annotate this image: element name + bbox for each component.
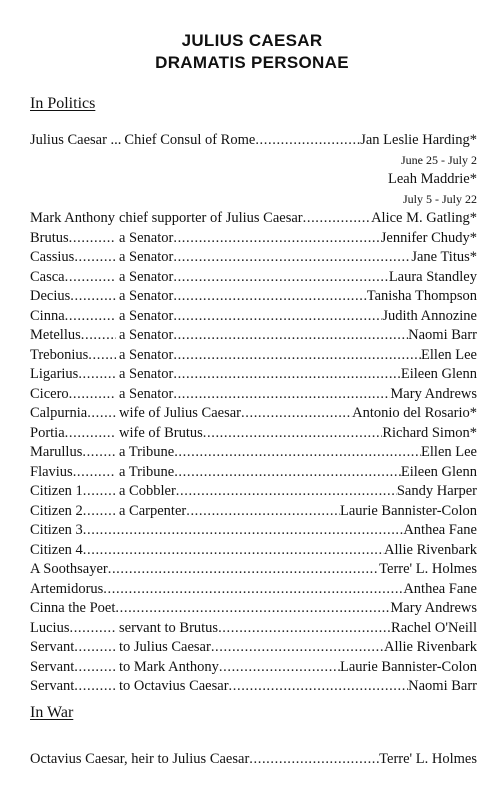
actor-name: Richard Simon* — [382, 424, 477, 441]
role-description: wife of Brutus — [119, 424, 203, 441]
actor-name-alternate: Leah Maddrie* — [388, 171, 477, 187]
actor-name: Laurie Bannister-Colon — [339, 658, 477, 675]
role-cell — [30, 248, 116, 268]
actor-name: Sandy Harper — [396, 483, 477, 499]
role-cell — [30, 619, 116, 639]
role-cell — [30, 658, 116, 678]
dot-leader — [65, 424, 116, 444]
role-cell — [30, 229, 116, 249]
dot-leader — [73, 463, 116, 483]
role-name: Casca — [30, 268, 65, 285]
dot-leader — [74, 638, 116, 658]
role-name: Lucius — [30, 619, 70, 636]
role-description: a Senator — [119, 249, 174, 265]
role-description: a Tribune — [119, 463, 175, 480]
actor-name: Allie Rivenbark — [383, 541, 477, 558]
role-name: Trebonius — [30, 346, 89, 363]
dot-leader — [255, 131, 360, 151]
role-name: Ligarius — [30, 366, 79, 382]
dot-leader — [69, 385, 116, 405]
cast-row — [30, 209, 477, 229]
role-cell — [30, 346, 116, 366]
play-title: JULIUS CAESAR — [181, 31, 323, 50]
role-cell — [30, 307, 116, 327]
dot-leader — [115, 599, 390, 619]
cast-row — [30, 521, 477, 541]
dot-leader — [174, 443, 421, 463]
actor-name: Jennifer Chudy* — [380, 229, 477, 246]
role-name: Metellus — [30, 327, 81, 343]
actor-name: Naomi Barr — [408, 678, 477, 694]
role-description: a Tribune — [119, 444, 175, 460]
cast-row — [30, 599, 477, 619]
dot-leader — [82, 443, 116, 463]
actor-name: Eileen Glenn — [400, 366, 477, 382]
cast-row — [30, 268, 477, 288]
cast-row — [30, 463, 477, 483]
role-name: Cicero — [30, 385, 69, 402]
role-description: a Senator — [119, 229, 174, 246]
role-description: Chief Consul of Rome — [124, 132, 256, 148]
dot-leader — [173, 248, 411, 268]
cast-row — [30, 658, 477, 678]
cast-row — [30, 346, 477, 366]
role-name: Decius — [30, 288, 71, 304]
cast-row — [30, 619, 477, 639]
role-name: Cassius — [30, 249, 75, 265]
role-name: Cinna the Poet — [30, 600, 116, 616]
dot-leader — [74, 658, 116, 678]
dot-leader — [65, 268, 116, 288]
actor-name: Tanisha Thompson — [366, 288, 477, 304]
role-name: Citizen 1 — [30, 483, 83, 499]
cast-row — [30, 404, 477, 424]
role-name: Citizen 2 — [30, 502, 83, 519]
dot-leader — [173, 326, 408, 346]
role-name: Citizen 3 — [30, 522, 83, 538]
dot-leader — [173, 287, 366, 307]
role-description: to Octavius Caesar — [119, 678, 229, 694]
dot-leader — [186, 502, 340, 522]
role-name: Servant — [30, 658, 75, 675]
dot-leader — [69, 229, 116, 249]
role-description: a Senator — [119, 385, 174, 402]
role-cell — [30, 209, 116, 229]
role-cell — [30, 443, 116, 463]
role-name: Servant — [30, 678, 75, 694]
dot-leader — [173, 346, 421, 366]
role-name: Calpurnia — [30, 405, 88, 421]
role-cell — [30, 404, 116, 424]
dot-leader — [173, 385, 390, 405]
dot-leader — [173, 307, 382, 327]
role-name: Cinna — [30, 307, 65, 324]
role-description: a Carpenter — [119, 502, 187, 519]
dot-leader — [103, 580, 403, 600]
cast-row — [30, 541, 477, 561]
dot-leader — [69, 619, 116, 639]
cast-row — [30, 365, 477, 385]
cast-row — [30, 502, 477, 522]
section-heading-war: In War — [30, 704, 74, 721]
role-description: to Julius Caesar — [119, 639, 211, 655]
cast-row — [30, 307, 477, 327]
dot-leader — [219, 658, 340, 678]
actor-name: Ellen Lee — [421, 444, 477, 460]
actor-name: Rachel O'Neill — [391, 619, 477, 636]
cast-row — [30, 580, 477, 600]
dot-leader — [229, 677, 409, 697]
actor-name: Laurie Bannister-Colon — [339, 502, 477, 519]
dot-leader — [241, 404, 352, 424]
dot-leader — [249, 751, 379, 768]
role-description: wife of Julius Caesar — [119, 405, 242, 421]
actor-name: Anthea Fane — [403, 522, 477, 538]
dot-leader — [83, 502, 116, 522]
dot-leader — [88, 346, 116, 366]
dot-leader — [74, 677, 116, 697]
role-cell — [30, 365, 116, 385]
actor-name: Terre' L. Holmes — [379, 751, 477, 767]
cast-row — [30, 638, 477, 658]
role-name: A Soothsayer — [30, 561, 108, 577]
dot-leader — [211, 638, 384, 658]
role-cell — [30, 638, 116, 658]
cast-list-politics — [30, 131, 477, 697]
cast-row — [30, 482, 477, 502]
cast-row — [30, 287, 477, 307]
role-cell — [30, 677, 116, 697]
actor-name: Eileen Glenn — [400, 463, 477, 480]
role-description: a Senator — [119, 288, 174, 304]
role-cell — [30, 326, 116, 346]
dot-leader — [74, 248, 116, 268]
actor-name: Mary Andrews — [390, 385, 477, 402]
actor-name: Terre' L. Holmes — [379, 561, 477, 577]
actor-name: Mary Andrews — [390, 600, 477, 616]
actor-name: Naomi Barr — [408, 327, 477, 343]
role-name: Mark Anthony — [30, 210, 115, 226]
cast-row — [30, 443, 477, 463]
dot-leader — [81, 326, 116, 346]
role-cell — [30, 424, 116, 444]
actor-name: Allie Rivenbark — [383, 639, 477, 655]
cast-row — [30, 385, 477, 405]
section-heading-politics: In Politics — [30, 95, 96, 112]
role-name: Citizen 4 — [30, 541, 83, 558]
dot-leader — [70, 287, 116, 307]
role-description: a Senator — [119, 346, 174, 363]
cast-row-octavius — [30, 751, 477, 768]
actor-name: Jan Leslie Harding* — [360, 132, 477, 148]
actor-name: Alice M. Gatling* — [371, 210, 477, 226]
cast-row — [30, 229, 477, 249]
dot-leader — [173, 268, 388, 288]
role-name: Julius Caesar ... — [30, 132, 122, 148]
dot-leader — [83, 541, 384, 561]
role-name: Flavius — [30, 463, 73, 480]
dot-leader — [174, 463, 401, 483]
dot-leader — [108, 560, 379, 580]
actor-name: Laura Standley — [388, 268, 477, 285]
cast-row — [30, 677, 477, 697]
role-description: a Senator — [119, 327, 174, 343]
performance-dates: June 25 - July 2 — [401, 152, 477, 167]
performance-dates: July 5 - July 22 — [402, 191, 477, 206]
role-cell — [30, 385, 116, 405]
dot-leader — [176, 482, 397, 502]
role-cell — [30, 502, 116, 522]
cast-row — [30, 326, 477, 346]
dot-leader — [83, 482, 116, 502]
role-name: Portia — [30, 424, 65, 441]
actor-name: Antonio del Rosario* — [352, 405, 477, 421]
actor-name: Ellen Lee — [421, 346, 477, 363]
actor-name: Anthea Fane — [403, 580, 477, 597]
role-description: servant to Brutus — [119, 619, 219, 636]
cast-row-julius-caesar — [30, 131, 477, 151]
role-name: Servant — [30, 639, 75, 655]
role-cell — [30, 268, 116, 288]
role-description: a Senator — [119, 268, 174, 285]
dot-leader — [173, 229, 380, 249]
dot-leader — [87, 404, 116, 424]
role-description: a Cobbler — [119, 483, 176, 499]
cast-row — [30, 560, 477, 580]
dot-leader — [83, 521, 404, 541]
role-cell — [30, 482, 116, 502]
role-description: to Mark Anthony — [119, 658, 219, 675]
role-cell — [30, 287, 116, 307]
role-description: a Senator — [119, 307, 174, 324]
role-description: chief supporter of Julius Caesar — [119, 210, 303, 226]
dot-leader — [303, 209, 371, 229]
cast-row — [30, 248, 477, 268]
dramatis-personae-heading: DRAMATIS PERSONAE — [155, 53, 349, 72]
role-description: a Senator — [119, 366, 174, 382]
dot-leader — [203, 424, 383, 444]
role-name: Octavius Caesar, heir to Julius Caesar — [30, 751, 250, 767]
dot-leader — [65, 307, 116, 327]
role-name: Artemidorus — [30, 580, 104, 597]
actor-name: Judith Annozine — [382, 307, 477, 324]
role-name: Marullus — [30, 444, 83, 460]
dot-leader — [78, 365, 116, 385]
role-name: Brutus — [30, 229, 69, 246]
cast-row — [30, 424, 477, 444]
dot-leader — [173, 365, 401, 385]
actor-name: Jane Titus* — [411, 249, 477, 265]
dot-leader — [218, 619, 391, 639]
role-cell — [30, 463, 116, 483]
